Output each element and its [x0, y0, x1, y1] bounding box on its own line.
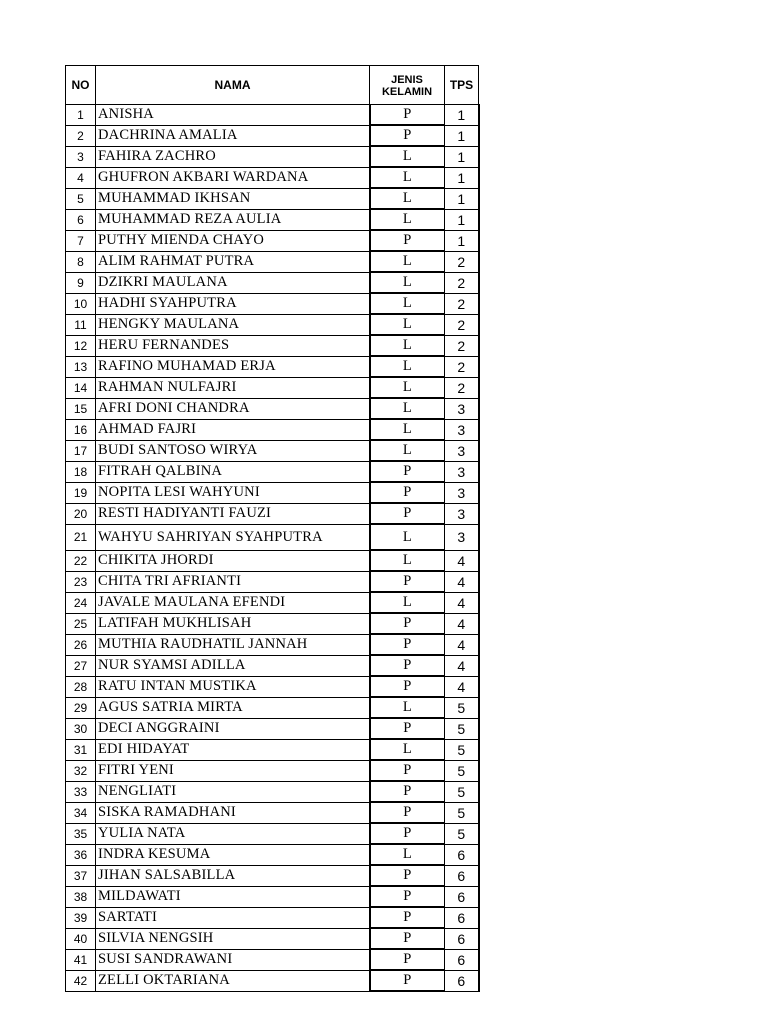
cell-jenis-kelamin: P [370, 125, 445, 146]
table-row [66, 697, 479, 718]
table-row [66, 844, 479, 865]
cell-nama: HADHI SYAHPUTRA [96, 293, 370, 314]
table-row [66, 760, 479, 781]
cell-nama: MILDAWATI [96, 886, 370, 907]
cell-no: 24 [66, 592, 96, 613]
cell-jenis-kelamin: L [370, 251, 445, 272]
cell-no: 28 [66, 676, 96, 697]
cell-no: 13 [66, 356, 96, 377]
cell-tps: 1 [445, 230, 479, 251]
cell-no: 15 [66, 398, 96, 419]
cell-nama: AHMAD FAJRI [96, 419, 370, 440]
header-jenis-kelamin-line1: JENIS [391, 74, 423, 86]
table-row [66, 272, 479, 293]
cell-no: 22 [66, 550, 96, 571]
cell-tps: 5 [445, 697, 479, 718]
cell-nama: JIHAN SALSABILLA [96, 865, 370, 886]
cell-jenis-kelamin: L [370, 697, 445, 718]
cell-tps: 1 [445, 188, 479, 209]
cell-nama: GHUFRON AKBARI WARDANA [96, 167, 370, 188]
table-row [66, 146, 479, 167]
table-row [66, 886, 479, 907]
cell-jenis-kelamin: P [370, 230, 445, 251]
cell-nama: DACHRINA AMALIA [96, 125, 370, 146]
table-row [66, 503, 479, 524]
cell-jenis-kelamin: P [370, 823, 445, 844]
table-row [66, 781, 479, 802]
cell-tps: 2 [445, 293, 479, 314]
cell-nama: JAVALE MAULANA EFENDI [96, 592, 370, 613]
cell-nama: SUSI SANDRAWANI [96, 949, 370, 970]
cell-nama: MUHAMMAD IKHSAN [96, 188, 370, 209]
cell-no: 25 [66, 613, 96, 634]
cell-tps: 6 [445, 844, 479, 865]
cell-no: 29 [66, 697, 96, 718]
cell-no: 19 [66, 482, 96, 503]
cell-tps: 4 [445, 655, 479, 676]
cell-tps: 5 [445, 823, 479, 844]
cell-tps: 1 [445, 146, 479, 167]
table-row [66, 907, 479, 928]
cell-nama: AGUS SATRIA MIRTA [96, 697, 370, 718]
table-row [66, 865, 479, 886]
cell-tps: 2 [445, 335, 479, 356]
cell-tps: 4 [445, 613, 479, 634]
cell-tps: 1 [445, 209, 479, 230]
cell-nama: RAFINO MUHAMAD ERJA [96, 356, 370, 377]
header-jenis-kelamin [370, 66, 445, 105]
table-row [66, 356, 479, 377]
cell-jenis-kelamin: L [370, 440, 445, 461]
table-row [66, 571, 479, 592]
cell-nama: NOPITA LESI WAHYUNI [96, 482, 370, 503]
cell-nama: BUDI SANTOSO WIRYA [96, 440, 370, 461]
cell-no: 16 [66, 419, 96, 440]
cell-tps: 2 [445, 356, 479, 377]
cell-tps: 6 [445, 886, 479, 907]
cell-no: 30 [66, 718, 96, 739]
cell-jenis-kelamin: L [370, 167, 445, 188]
cell-tps: 6 [445, 928, 479, 949]
cell-tps: 1 [445, 167, 479, 188]
cell-no: 31 [66, 739, 96, 760]
cell-jenis-kelamin: L [370, 419, 445, 440]
cell-tps: 6 [445, 970, 479, 991]
table-row [66, 105, 479, 126]
voter-roster-table [65, 65, 480, 992]
cell-jenis-kelamin: P [370, 718, 445, 739]
cell-nama: ANISHA [96, 105, 370, 126]
cell-jenis-kelamin: P [370, 949, 445, 970]
cell-tps: 4 [445, 592, 479, 613]
table-row [66, 230, 479, 251]
cell-no: 7 [66, 230, 96, 251]
cell-no: 10 [66, 293, 96, 314]
cell-tps: 4 [445, 571, 479, 592]
cell-nama: WAHYU SAHRIYAN SYAHPUTRA [96, 524, 370, 550]
table-row [66, 676, 479, 697]
cell-tps: 6 [445, 865, 479, 886]
cell-nama: ALIM RAHMAT PUTRA [96, 251, 370, 272]
cell-jenis-kelamin: P [370, 928, 445, 949]
cell-tps: 2 [445, 314, 479, 335]
cell-nama: DECI ANGGRAINI [96, 718, 370, 739]
cell-jenis-kelamin: P [370, 886, 445, 907]
cell-no: 17 [66, 440, 96, 461]
cell-tps: 4 [445, 550, 479, 571]
cell-no: 36 [66, 844, 96, 865]
cell-no: 5 [66, 188, 96, 209]
cell-nama: INDRA KESUMA [96, 844, 370, 865]
cell-jenis-kelamin: P [370, 503, 445, 524]
cell-tps: 5 [445, 760, 479, 781]
cell-no: 41 [66, 949, 96, 970]
table-row [66, 314, 479, 335]
cell-jenis-kelamin: P [370, 970, 445, 991]
cell-nama: HERU FERNANDES [96, 335, 370, 356]
cell-no: 6 [66, 209, 96, 230]
cell-jenis-kelamin: L [370, 314, 445, 335]
cell-tps: 3 [445, 461, 479, 482]
header-nama: NAMA [96, 66, 370, 105]
cell-jenis-kelamin: L [370, 739, 445, 760]
cell-no: 3 [66, 146, 96, 167]
cell-jenis-kelamin: L [370, 272, 445, 293]
cell-tps: 4 [445, 676, 479, 697]
cell-nama: ZELLI OKTARIANA [96, 970, 370, 991]
cell-no: 39 [66, 907, 96, 928]
cell-no: 23 [66, 571, 96, 592]
header-no: NO [66, 66, 96, 105]
cell-jenis-kelamin: L [370, 377, 445, 398]
cell-nama: SILVIA NENGSIH [96, 928, 370, 949]
cell-nama: YULIA NATA [96, 823, 370, 844]
cell-nama: AFRI DONI CHANDRA [96, 398, 370, 419]
table-row [66, 739, 479, 760]
table-row [66, 377, 479, 398]
cell-tps: 3 [445, 482, 479, 503]
cell-nama: EDI HIDAYAT [96, 739, 370, 760]
cell-jenis-kelamin: P [370, 907, 445, 928]
cell-nama: SISKA RAMADHANI [96, 802, 370, 823]
table-row [66, 293, 479, 314]
cell-tps: 2 [445, 272, 479, 293]
header-jenis-kelamin-line2: KELAMIN [381, 86, 433, 98]
cell-no: 32 [66, 760, 96, 781]
cell-tps: 3 [445, 503, 479, 524]
table-row [66, 970, 479, 991]
cell-nama: FITRAH QALBINA [96, 461, 370, 482]
table-row [66, 802, 479, 823]
cell-tps: 5 [445, 739, 479, 760]
cell-jenis-kelamin: L [370, 550, 445, 571]
cell-tps: 6 [445, 907, 479, 928]
header-tps: TPS [445, 66, 479, 105]
cell-no: 37 [66, 865, 96, 886]
cell-nama: MUTHIA RAUDHATIL JANNAH [96, 634, 370, 655]
cell-nama: RESTI HADIYANTI FAUZI [96, 503, 370, 524]
cell-no: 14 [66, 377, 96, 398]
cell-tps: 2 [445, 251, 479, 272]
cell-jenis-kelamin: L [370, 209, 445, 230]
cell-no: 27 [66, 655, 96, 676]
table-row [66, 440, 479, 461]
cell-no: 42 [66, 970, 96, 991]
cell-nama: CHITA TRI AFRIANTI [96, 571, 370, 592]
cell-tps: 3 [445, 524, 479, 550]
table-row [66, 188, 479, 209]
cell-no: 40 [66, 928, 96, 949]
cell-no: 9 [66, 272, 96, 293]
cell-jenis-kelamin: P [370, 760, 445, 781]
table-row [66, 419, 479, 440]
table-row [66, 251, 479, 272]
cell-jenis-kelamin: P [370, 482, 445, 503]
cell-nama: FAHIRA ZACHRO [96, 146, 370, 167]
table-row [66, 655, 479, 676]
cell-nama: FITRI YENI [96, 760, 370, 781]
table-row [66, 125, 479, 146]
cell-jenis-kelamin: P [370, 865, 445, 886]
cell-jenis-kelamin: L [370, 844, 445, 865]
cell-jenis-kelamin: P [370, 802, 445, 823]
cell-nama: MUHAMMAD REZA AULIA [96, 209, 370, 230]
cell-no: 26 [66, 634, 96, 655]
cell-tps: 4 [445, 634, 479, 655]
table-row [66, 209, 479, 230]
cell-tps: 2 [445, 377, 479, 398]
cell-jenis-kelamin: L [370, 592, 445, 613]
cell-tps: 5 [445, 781, 479, 802]
cell-nama: LATIFAH MUKHLISAH [96, 613, 370, 634]
cell-nama: RAHMAN NULFAJRI [96, 377, 370, 398]
table-row [66, 634, 479, 655]
cell-jenis-kelamin: L [370, 146, 445, 167]
cell-no: 20 [66, 503, 96, 524]
cell-jenis-kelamin: P [370, 105, 445, 126]
table-body [66, 105, 479, 992]
table-row [66, 335, 479, 356]
cell-no: 34 [66, 802, 96, 823]
cell-tps: 5 [445, 718, 479, 739]
cell-no: 38 [66, 886, 96, 907]
cell-tps: 3 [445, 419, 479, 440]
cell-no: 11 [66, 314, 96, 335]
cell-jenis-kelamin: P [370, 676, 445, 697]
cell-tps: 6 [445, 949, 479, 970]
cell-nama: HENGKY MAULANA [96, 314, 370, 335]
cell-jenis-kelamin: L [370, 398, 445, 419]
cell-jenis-kelamin: P [370, 634, 445, 655]
cell-tps: 5 [445, 802, 479, 823]
cell-jenis-kelamin: L [370, 356, 445, 377]
cell-jenis-kelamin: L [370, 524, 445, 550]
cell-nama: DZIKRI MAULANA [96, 272, 370, 293]
table-row [66, 167, 479, 188]
cell-tps: 3 [445, 398, 479, 419]
cell-no: 4 [66, 167, 96, 188]
table-row [66, 592, 479, 613]
cell-tps: 1 [445, 125, 479, 146]
cell-no: 12 [66, 335, 96, 356]
table-row [66, 718, 479, 739]
table-row [66, 398, 479, 419]
cell-nama: CHIKITA JHORDI [96, 550, 370, 571]
cell-jenis-kelamin: L [370, 188, 445, 209]
cell-tps: 3 [445, 440, 479, 461]
cell-nama: PUTHY MIENDA CHAYO [96, 230, 370, 251]
cell-no: 33 [66, 781, 96, 802]
table-row [66, 550, 479, 571]
table-row [66, 482, 479, 503]
cell-jenis-kelamin: P [370, 613, 445, 634]
cell-no: 1 [66, 105, 96, 126]
cell-nama: NENGLIATI [96, 781, 370, 802]
cell-no: 8 [66, 251, 96, 272]
table-header-row [66, 66, 479, 105]
table-row [66, 928, 479, 949]
table-row [66, 949, 479, 970]
cell-tps: 1 [445, 105, 479, 126]
table-row [66, 524, 479, 550]
cell-nama: RATU INTAN MUSTIKA [96, 676, 370, 697]
cell-jenis-kelamin: L [370, 335, 445, 356]
table-row [66, 461, 479, 482]
cell-jenis-kelamin: P [370, 571, 445, 592]
cell-nama: SARTATI [96, 907, 370, 928]
table-row [66, 613, 479, 634]
cell-no: 21 [66, 524, 96, 550]
cell-no: 35 [66, 823, 96, 844]
cell-jenis-kelamin: P [370, 655, 445, 676]
cell-no: 2 [66, 125, 96, 146]
cell-jenis-kelamin: P [370, 461, 445, 482]
table-row [66, 823, 479, 844]
cell-jenis-kelamin: L [370, 293, 445, 314]
cell-nama: NUR SYAMSI ADILLA [96, 655, 370, 676]
cell-jenis-kelamin: P [370, 781, 445, 802]
cell-no: 18 [66, 461, 96, 482]
